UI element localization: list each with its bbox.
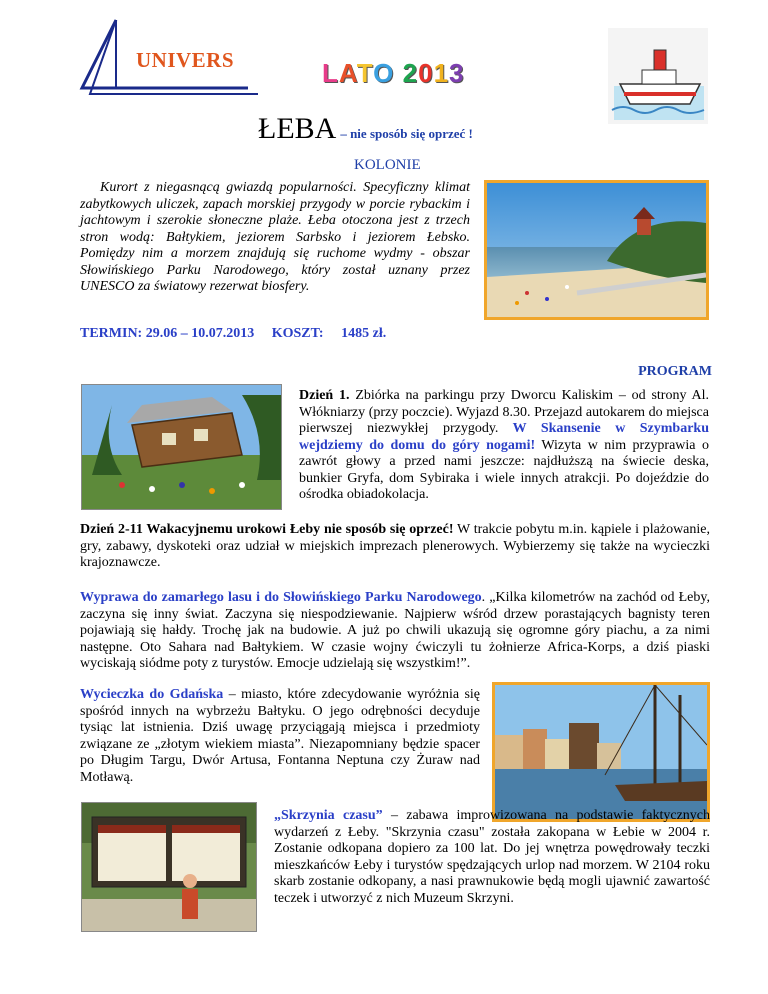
wyprawa-label: Wyprawa do zamarłego lasu i do Słowińskiego Parku Narodowego — [80, 590, 482, 605]
koszt-label: KOSZT: — [271, 326, 324, 341]
gdansk-photo — [492, 682, 710, 822]
title-tagline: – nie sposób się oprzeć ! — [340, 126, 473, 141]
day1-paragraph — [299, 388, 709, 504]
kolonie-heading: KOLONIE — [354, 157, 421, 173]
program-heading: PROGRAM — [638, 364, 712, 379]
logo-text: UNIVERS — [136, 48, 235, 72]
title-leba: ŁEBA — [258, 112, 337, 145]
lato-letter: 2 — [402, 58, 419, 88]
koszt-value: 1485 zł. — [341, 326, 387, 341]
lato-letter: T — [356, 58, 374, 88]
page-title — [258, 112, 473, 146]
day1-text: Zbiórka na parkingu przy Dworcu Kaliskim – od strony Al. Włókniarzy (przy poczcie). Wyjazd 8.30. Przejazd autokarem do miejsca pierwszej niezwykłej przygody. — [299, 388, 709, 436]
skrzynia-photo — [81, 802, 257, 932]
beach-photo — [484, 180, 709, 320]
lato-2013-heading — [322, 58, 465, 89]
lato-letter: A — [338, 58, 357, 88]
day2-label: Dzień 2-11 Wakacyjnemu urokowi Łeby nie sposób się oprzeć! — [80, 522, 454, 537]
termin-dates: TERMIN: 29.06 – 10.07.2013 — [80, 326, 255, 341]
univers-logo — [68, 18, 278, 100]
skrzynia-label: „Skrzynia czasu” — [274, 808, 383, 823]
lato-letter: 0 — [418, 58, 434, 88]
skrzynia-text: – zabawa improwizowana na podstawie faktycznych wydarzeń z Łeby. "Skrzynia czasu" została zakopana w Łebie w 2004 r. Zostanie odkopana dopiero za 100 lat. Do jej wnętrza powędrowały teczki mieszkańców Łeby i turystów spędzających urlop nad morzem. W 2104 roku skarb zostanie odkopany, a nasi prawnukowie będą mogli ujawnić zawartość teczek i utworzyć z nich Muzeum Skrzyni. — [274, 808, 710, 906]
day1-highlight: W Skansenie w Szymbarku wejdziemy do domu do góry nogami! — [299, 421, 709, 453]
upside-down-house-photo — [81, 384, 282, 510]
skrzynia-paragraph — [274, 808, 710, 907]
day2-paragraph — [80, 522, 710, 572]
lato-letter — [394, 58, 402, 88]
wyprawa-paragraph — [80, 590, 710, 673]
intro-paragraph: Kurort z niegasnącą gwiazdą popularności. Specyficzny klimat zabytkowych uliczek, zapach morskiej przygody w porcie rybackim i jachtowym i szerokie słoneczne plaże. Łeba otoczona jest z trzech stron wodą: Bałtykiem, jeziorem Sarbsko i jeziorem Łebsko. Pomiędzy nim a morzem znajdują się ruchome wydmy - obszar Słowińskiego Parku Narodowego, który został uznany przez UNESCO za światowy rezerwat biosfery. — [80, 180, 470, 294]
ship-illustration — [608, 28, 708, 124]
wyprawa-text: . „Kilka kilometrów na zachód od Łeby, zaczyna się inny świat. Zaczyna się niespodziewanie. Najpierw wśród drzew porastających bagnisty teren pojawiają się hałdy. Trochę jak na budowie. A już po chwili ukazują się ogromne góry piachu, a za nimi następne. Oto Sahara nad Bałtykiem. W czasie wojny ćwiczyli tu żołnierze Africa-Korps, a dziś piaski wyciskają siódme poty z turystów. Emocje udzielają się wszystkim!”. — [80, 590, 710, 671]
lato-letter: L — [322, 58, 339, 88]
day1-text-cont: Wizyta w nim przyprawia o zawrót głowy a przed nami jeszcze: najdłuższą na świecie deska, bunkier Gryfa, dom Sybiraka i wiele innych atrakcji. Po dojeździe do ośrodka obiadokolacja. — [299, 437, 709, 502]
day1-label: Dzień 1. — [299, 388, 350, 403]
lato-letter: O — [373, 58, 395, 88]
termin-line — [80, 326, 386, 342]
lato-letter: 1 — [433, 58, 450, 88]
day2-text: W trakcie pobytu m.in. kąpiele i plażowanie, gry, zabawy, dyskoteki oraz udział w miejskich imprezach plenerowych. Wybierzemy się także na wycieczki krajoznawcze. — [80, 522, 710, 570]
gdansk-text: – miasto, które zdecydowanie wyróżnia się spośród innych na wybrzeżu Bałtyku. O jego odrębności decyduje tysiąc lat istnienia. Dziś uwagę przyciągają miejsca i przedmioty związane ze „złotym wiekiem miasta”. Niezapomniany będzie spacer po Długim Targu, Dwór Artusa, Fontanna Neptuna czy Żuraw nad Motławą. — [80, 687, 480, 785]
gdansk-label: Wycieczka do Gdańska — [80, 687, 224, 702]
gdansk-paragraph — [80, 687, 480, 786]
lato-letter: 3 — [449, 58, 465, 88]
